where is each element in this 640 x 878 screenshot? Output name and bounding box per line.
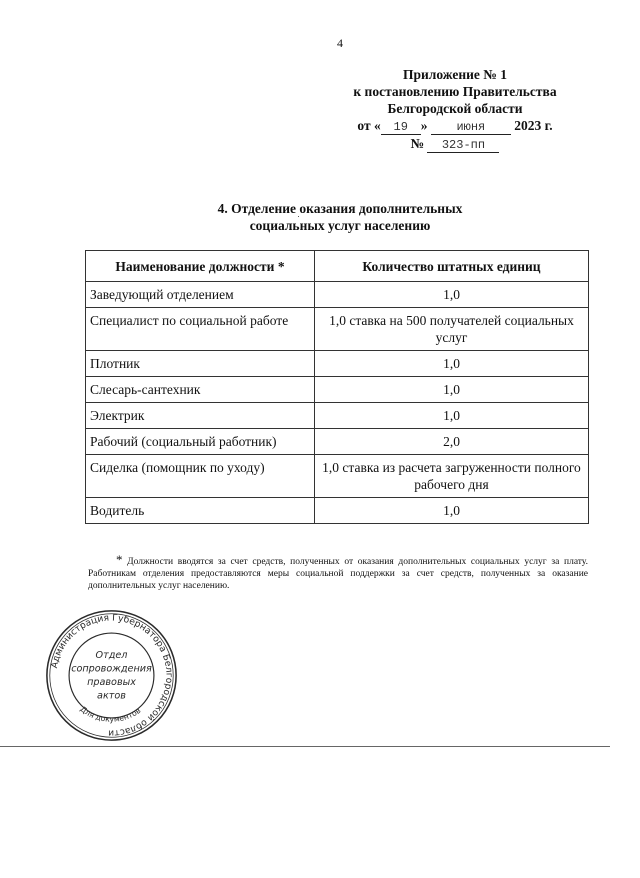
- position-cell: Специалист по социальной работе: [86, 308, 315, 351]
- section-title-line-2: социальных услуг населению: [249, 218, 431, 233]
- date-month: июня: [431, 121, 511, 135]
- staff-table: [85, 250, 589, 524]
- footnote-star: *: [116, 552, 123, 567]
- appendix-title: Приложение № 1: [403, 67, 507, 82]
- stamp-center-line-2: сопровождения: [71, 663, 152, 675]
- count-cell: 1,0: [315, 377, 589, 403]
- header-count: Количество штатных единиц: [315, 251, 589, 282]
- count-cell: 1,0 ставка из расчета загруженности полного рабочего дня: [315, 455, 589, 498]
- date-prefix: от «: [357, 118, 381, 133]
- section-title: [120, 200, 560, 234]
- stamp-bottom-text: Для документов: [78, 704, 143, 724]
- date-day: 19: [381, 121, 421, 135]
- count-cell: 2,0: [315, 429, 589, 455]
- position-cell: Водитель: [86, 498, 315, 524]
- appendix-line-2: к постановлению Правительства: [353, 84, 557, 99]
- table-row: [86, 498, 589, 524]
- position-cell: Плотник: [86, 351, 315, 377]
- stamp-center-line-1: Отдел: [95, 650, 128, 662]
- count-cell: 1,0: [315, 498, 589, 524]
- footnote-text: Должности вводятся за счет средств, полученных от оказания дополнительных социальных услуг за плату. Работникам отделения предоставляются меры социальной поддержки за счет средств, полученных за оказание дополнительных услуг населению.: [88, 557, 588, 591]
- table-row: [86, 377, 589, 403]
- count-cell: 1,0 ставка на 500 получателей социальных услуг: [315, 308, 589, 351]
- table-row: [86, 282, 589, 308]
- table-row: [86, 403, 589, 429]
- table-row: [86, 455, 589, 498]
- appendix-date-line: [330, 117, 580, 135]
- table-row: [86, 429, 589, 455]
- header-position: Наименование должности *: [86, 251, 315, 282]
- table-header-row: [86, 251, 589, 282]
- position-cell: Электрик: [86, 403, 315, 429]
- appendix-line-3: Белгородской области: [387, 101, 523, 116]
- footnote: [88, 554, 588, 592]
- number-value: 323-пп: [427, 139, 499, 153]
- table-row: [86, 308, 589, 351]
- position-cell: Слесарь-сантехник: [86, 377, 315, 403]
- date-mid: »: [420, 118, 428, 133]
- count-cell: 1,0: [315, 403, 589, 429]
- stamp-center-line-4: актов: [97, 690, 126, 702]
- scan-speck: [298, 216, 299, 217]
- page-number: 4: [337, 36, 343, 50]
- number-prefix: №: [410, 136, 425, 151]
- position-cell: Сиделка (помощник по уходу): [86, 455, 315, 498]
- appendix-number-line: [330, 135, 580, 153]
- stamp-ring-text: Администрация Губернатора Белгородской области: [49, 612, 175, 739]
- stamp-center-line-3: правовых: [87, 677, 136, 689]
- table-row: [86, 351, 589, 377]
- count-cell: 1,0: [315, 282, 589, 308]
- scan-edge-line: [0, 746, 610, 747]
- department-stamp: [44, 608, 179, 743]
- section-title-line-1: 4. Отделение оказания дополнительных: [217, 201, 463, 216]
- position-cell: Заведующий отделением: [86, 282, 315, 308]
- appendix-block: [330, 66, 580, 153]
- stamp-inner-ring: [69, 633, 154, 718]
- count-cell: 1,0: [315, 351, 589, 377]
- position-cell: Рабочий (социальный работник): [86, 429, 315, 455]
- date-year: 2023 г.: [514, 118, 553, 133]
